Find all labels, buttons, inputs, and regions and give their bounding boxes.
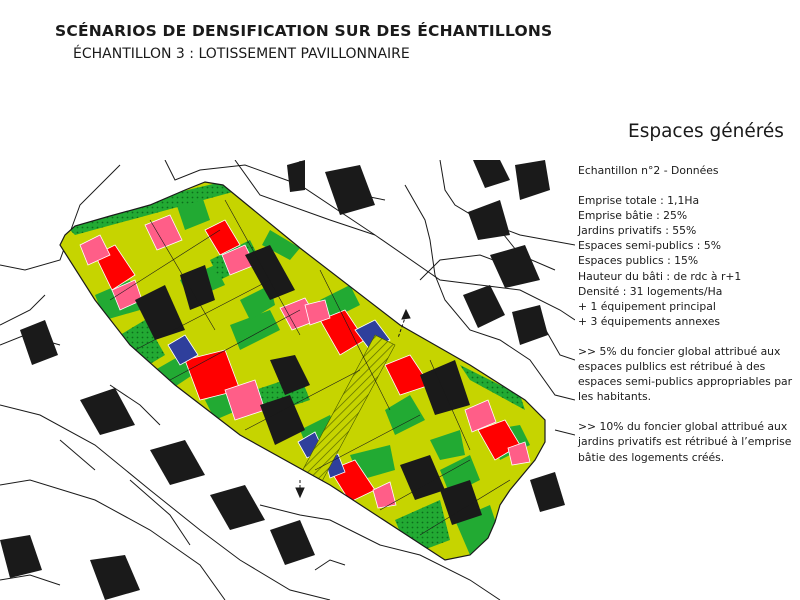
stat-public-spaces: Espaces publics : 15% xyxy=(578,254,699,268)
stat-building-height: Hauteur du bâti : de rdc à r+1 xyxy=(578,269,742,283)
note-private-gardens: >> 10% du foncier global attribué aux jardins privatifs est rétribué à l’emprise bâtie des logements créés. xyxy=(578,420,792,464)
stat-total-area: Emprise totale : 1,1Ha xyxy=(578,194,700,208)
sample-label: Echantillon n°2 - Données xyxy=(578,164,719,177)
page-subtitle: ÉCHANTILLON 3 : LOTISSEMENT PAVILLONNAIRE xyxy=(73,46,410,62)
stat-density: Densité : 31 logements/Ha xyxy=(578,284,723,298)
page-title: SCÉNARIOS DE DENSIFICATION SUR DES ÉCHANTILLONS xyxy=(55,22,553,40)
site-plan-map xyxy=(0,160,575,600)
note-semi-public: >> 5% du foncier global attribué aux espaces pulblics est rétribué à des espaces semi-publics appropriables par les habitants. xyxy=(578,344,793,404)
data-panel xyxy=(578,163,796,465)
stat-semi-public: Espaces semi-publics : 5% xyxy=(578,239,721,253)
stat-private-gardens: Jardins privatifs : 55% xyxy=(578,224,697,238)
stat-main-equipment: + 1 équipement principal xyxy=(578,299,716,313)
stat-built-area: Emprise bâtie : 25% xyxy=(578,209,688,223)
stat-annex-equipment: + 3 équipements annexes xyxy=(578,314,720,328)
section-heading: Espaces générés xyxy=(628,121,784,142)
